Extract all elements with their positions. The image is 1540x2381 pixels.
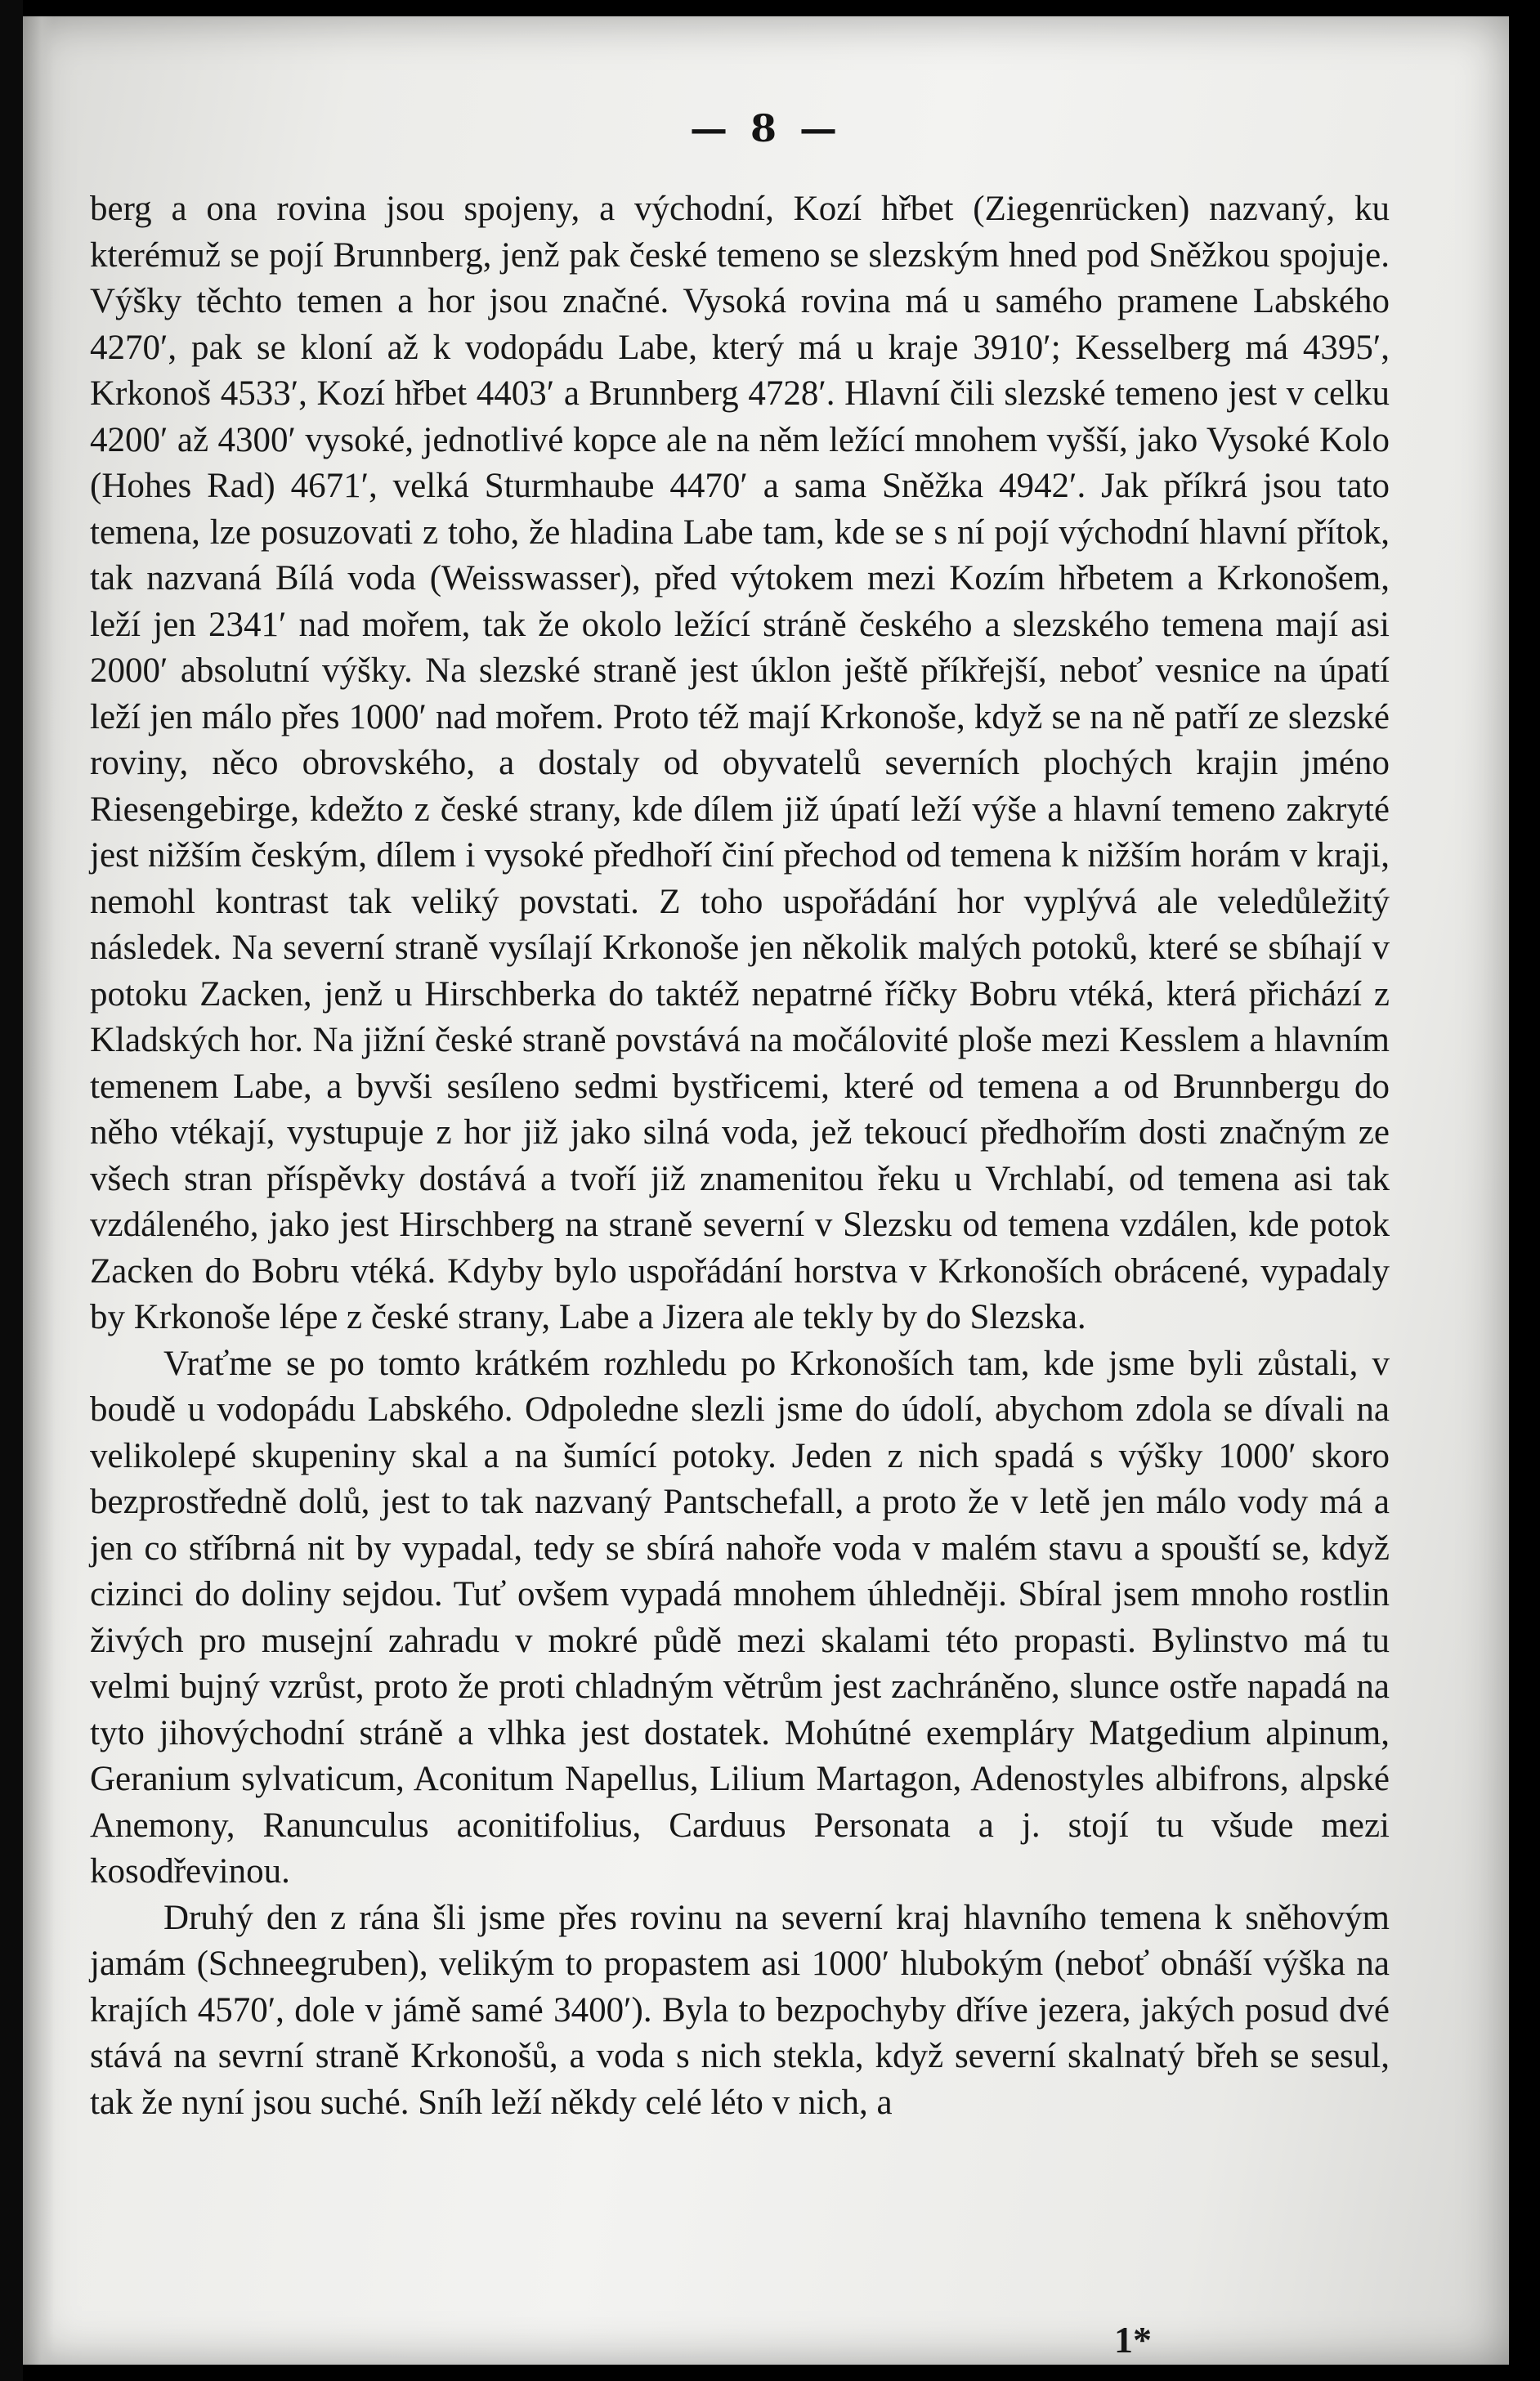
- scanned-book-page: [23, 16, 1509, 2365]
- paragraph-3: Druhý den z rána šli jsme přes rovinu na severní kraj hlavního temena k sněhovým jamám (Schneegruben), velikým to propastem asi 1000′ hlubokým (neboť obnáší výška na krajích 4570′, dole v jámě samé 3400′). Byla to bezpochyby dříve jezera, jakých posud dvé stává na sevrní straně Krkonošů, a voda s nich stekla, když severní skalnatý břeh se sesul, tak že nyní jsou suché. Sníh leží někdy celé léto v nich, a: [90, 1898, 1390, 2122]
- paragraph-2: Vraťme se po tomto krátkém rozhledu po Krkonoších tam, kde jsme byli zůstali, v boudě u vodopádu Labského. Odpoledne slezli jsme do údolí, abychom zdola se dívali na velikolepé skupeniny skal a na šumící potoky. Jeden z nich spadá s výšky 1000′ skoro bezprostředně dolů, jest to tak nazvaný Pantschefall, a proto že v letě jen málo vody má a jen co stříbrná nit by vypadal, tedy se sbírá nahoře voda v malém stavu a spouští se, když cizinci do doliny sejdou. Tuť ovšem vypadá mnohem úhledněji. Sbíral jsem mnoho rostlin živých pro musejní zahradu v mokré půdě mezi skalami této propasti. Bylinstvo má tu velmi bujný vzrůst, proto že proti chladným větrům jest zachráněno, slunce ostře napadá na tyto jihovýchodní stráně a vlhka jest dostatek. Mohútné exempláry Matgedium alpinum, Geranium sylvaticum, Aconitum Napellus, Lilium Martagon, Adenostyles albifrons, alpské Anemony, Ranunculus aconitifolius, Carduus Personata a j. stojí tu všude mezi kosodřevinou.: [90, 1344, 1390, 1891]
- page-gutter-shadow: [23, 16, 54, 2365]
- page-number: — 8 —: [689, 106, 843, 150]
- scan-border-left: [0, 0, 23, 2381]
- paragraph-1: berg a ona rovina jsou spojeny, a východní, Kozí hřbet (Ziegenrücken) nazvaný, ku kterémuž se pojí Brunnberg, jenž pak české temeno se slezským hned pod Sněžkou spojuje. Výšky těchto temen a hor jsou značné. Vysoká rovina má u samého pramene Labského 4270′, pak se kloní až k vodopádu Labe, který má u kraje 3910′; Kesselberg má 4395′, Krkonoš 4533′, Kozí hřbet 4403′ a Brunnberg 4728′. Hlavní čili slezské temeno jest v celku 4200′ až 4300′ vysoké, jednotlivé kopce ale na něm ležící mnohem vyšší, jako Vysoké Kolo (Hohes Rad) 4671′, velká Sturmhaube 4470′ a sama Sněžka 4942′. Jak příkrá jsou tato temena, lze posuzovati z toho, že hladina Labe tam, kde se s ní pojí východní hlavní přítok, tak nazvaná Bílá voda (Weisswasser), před výtokem mezi Kozím hřbetem a Krkonošem, leží jen 2341′ nad mořem, tak že okolo ležící stráně českého a slezského temena mají asi 2000′ absolutní výšky. Na slezské straně jest úklon ještě příkřejší, neboť vesnice na úpatí leží jen málo přes 1000′ nad mořem. Proto též mají Krkonoše, když se na ně patří ze slezské roviny, něco obrovského, a dostaly od obyvatelů severních plochých krajin jméno Riesengebirge, kdežto z české strany, kde dílem již úpatí leží výše a hlavní temeno zakryté jest nižším českým, dílem i vysoké předhoří činí přechod od temena k nižším horám v kraji, nemohl kontrast tak veliký povstati. Z toho uspořádání hor vyplývá ale veledůležitý následek. Na severní straně vysílají Krkonoše jen několik malých potoků, které se sbíhají v potoku Zacken, jenž u Hirschberka do taktéž nepatrné říčky Bobru vtéká, která přichází z Kladských hor. Na jižní české straně povstává na močálovité ploše mezi Kesslem a hlavním temenem Labe, a byvši sesíleno sedmi bystřicemi, které od temena a od Brunnbergu do něho vtékají, vystupuje z hor již jako silná voda, jež tekoucí předhořím dosti značným ze všech stran příspěvky dostává a tvoří již znamenitou řeku u Vrchlabí, od temena asi tak vzdáleného, jako jest Hirschberg na straně severní v Slezsku od temena vzdálen, kde potok Zacken do Bobru vtéká. Kdyby bylo uspořádání horstva v Krkonoších obrácené, vypadaly by Krkonoše lépe z české strany, Labe a Jizera ale tekly by do Slezska.: [90, 190, 1390, 1336]
- printer-signature-mark: 1*: [1114, 2319, 1152, 2361]
- body-text: [90, 186, 1390, 2126]
